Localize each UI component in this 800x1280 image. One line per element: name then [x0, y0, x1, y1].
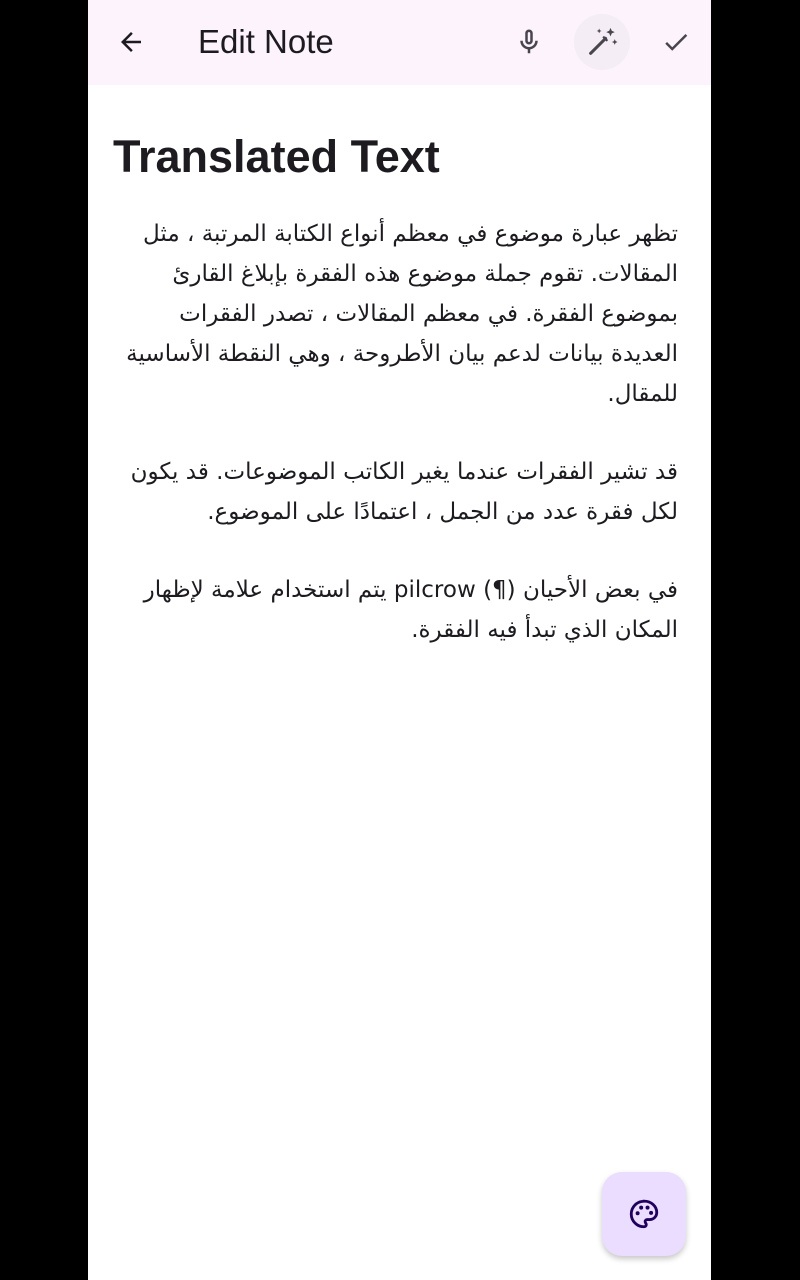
- voice-input-button[interactable]: [501, 14, 557, 70]
- note-body[interactable]: [113, 214, 678, 650]
- note-paragraph: قد تشير الفقرات عندما يغير الكاتب الموضوعات. قد يكون لكل فقرة عدد من الجمل ، اعتمادًا على الموضوع.: [130, 459, 678, 525]
- magic-translate-button[interactable]: [574, 14, 630, 70]
- color-palette-fab[interactable]: [602, 1172, 686, 1256]
- microphone-icon: [514, 27, 544, 57]
- save-button[interactable]: [648, 14, 704, 70]
- check-icon: [661, 27, 691, 57]
- note-paragraph: تظهر عبارة موضوع في معظم أنواع الكتابة المرتبة ، مثل المقالات. تقوم جملة موضوع هذه الفقرة بإبلاغ القارئ بموضوع الفقرة. في معظم المقالات ، تصدر الفقرات العديدة بيانات لدعم بيان الأطروحة ، وهي النقطة الأساسية للمقال.: [126, 221, 678, 407]
- palette-icon: [627, 1197, 661, 1231]
- top-app-bar: [88, 0, 711, 85]
- arrow-left-icon: [116, 27, 146, 57]
- page-title: Edit Note: [198, 23, 334, 60]
- phone-screen: [88, 0, 711, 1280]
- note-editor[interactable]: [113, 128, 678, 688]
- back-button[interactable]: [103, 14, 159, 70]
- note-paragraph: في بعض الأحيان (¶) pilcrow يتم استخدام علامة لإظهار المكان الذي تبدأ فيه الفقرة.: [143, 577, 678, 643]
- magic-wand-icon: [585, 25, 619, 59]
- note-title[interactable]: Translated Text: [113, 131, 440, 182]
